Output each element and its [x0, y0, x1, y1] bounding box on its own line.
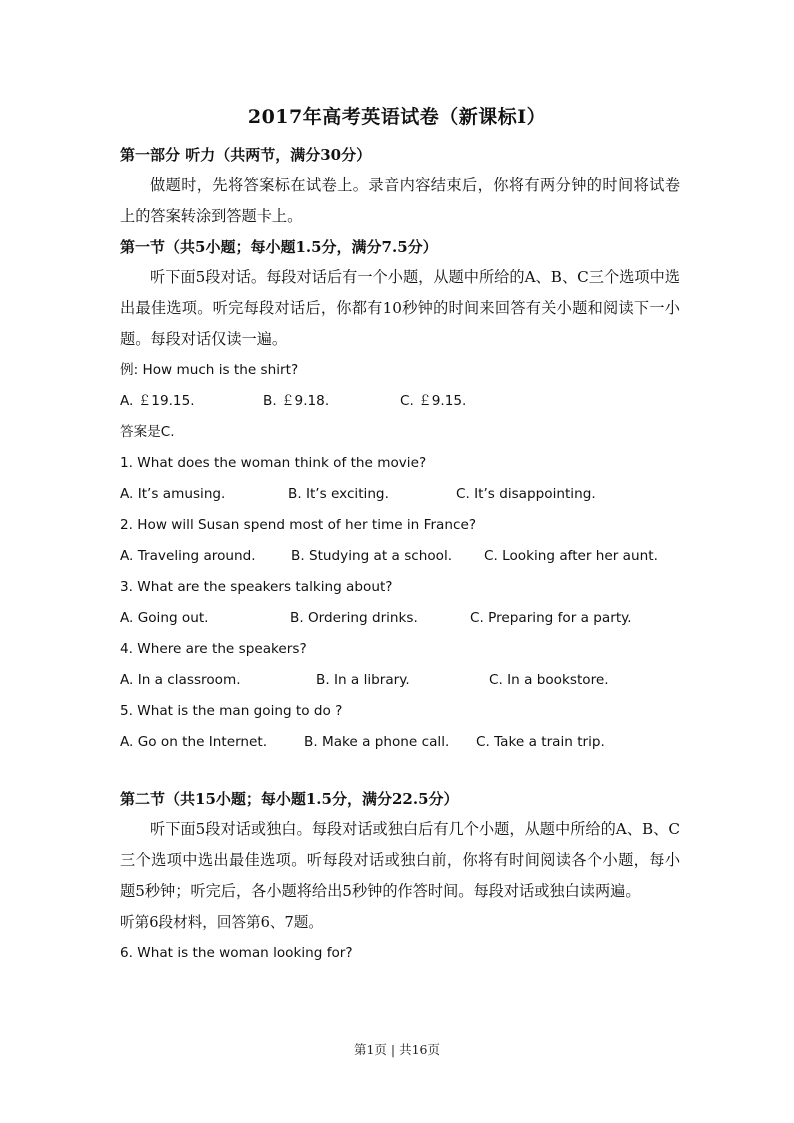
- exam-content: [120, 140, 680, 969]
- question-1-option-c: C. It’s disappointing.: [456, 486, 596, 502]
- question-3-option-b: B. Ordering drinks.: [290, 610, 418, 626]
- part1-instructions: 做题时，先将答案标在试卷上。录音内容结束后，你将有两分钟的时间将试卷上的答案转涂到答题卡上。: [120, 176, 680, 225]
- example-option-a: A. ￡19.15.: [120, 393, 195, 409]
- example-options: [120, 386, 680, 417]
- question-5-option-a: A. Go on the Internet.: [120, 734, 268, 750]
- question-1-option-a: A. It’s amusing.: [120, 486, 226, 502]
- question-4-option-c: C. In a bookstore.: [489, 672, 609, 688]
- question-1-option-b: B. It’s exciting.: [288, 486, 389, 502]
- question-5: 5. What is the man going to do ?: [120, 703, 343, 719]
- question-3-option-a: A. Going out.: [120, 610, 209, 626]
- question-4-option-a: A. In a classroom.: [120, 672, 241, 688]
- question-4: 4. Where are the speakers?: [120, 641, 307, 657]
- material-6-instruction: 听第6段材料，回答第6、7题。: [120, 914, 323, 931]
- question-2-option-a: A. Traveling around.: [120, 548, 256, 564]
- section2-heading: 第二节（共15小题；每小题1.5分，满分22.5分）: [120, 790, 459, 808]
- question-5-option-b: B. Make a phone call.: [304, 734, 450, 750]
- question-1-options: [120, 479, 680, 510]
- question-3: 3. What are the speakers talking about?: [120, 579, 393, 595]
- example-option-b: B. ￡9.18.: [263, 393, 330, 409]
- question-3-options: [120, 603, 680, 634]
- page-title: 2017年高考英语试卷（新课标I）: [247, 106, 547, 128]
- section1-heading: 第一节（共5小题；每小题1.5分，满分7.5分）: [120, 238, 438, 256]
- section1-instructions: 听下面5段对话。每段对话后有一个小题，从题中所给的A、B、C三个选项中选出最佳选项。听完每段对话后，你都有10秒钟的时间来回答有关小题和阅读下一小题。每段对话仅读一遍。: [120, 268, 680, 348]
- question-4-options: [120, 665, 680, 696]
- question-2: 2. How will Susan spend most of her time in France?: [120, 517, 477, 533]
- question-3-option-c: C. Preparing for a party.: [470, 610, 632, 626]
- question-4-option-b: B. In a library.: [316, 672, 410, 688]
- question-2-option-b: B. Studying at a school.: [291, 548, 453, 564]
- question-2-options: [120, 541, 680, 572]
- question-6: 6. What is the woman looking for?: [120, 945, 353, 961]
- question-5-option-c: C. Take a train trip.: [476, 734, 605, 750]
- part1-heading: 第一部分 听力（共两节，满分30分）: [120, 146, 372, 164]
- question-5-options: [120, 727, 680, 758]
- example-question: 例: How much is the shirt?: [120, 362, 299, 378]
- question-2-option-c: C. Looking after her aunt.: [484, 548, 658, 564]
- example-answer: 答案是C.: [120, 424, 175, 440]
- example-option-c: C. ￡9.15.: [400, 393, 467, 409]
- section2-instructions: 听下面5段对话或独白。每段对话或独白后有几个小题，从题中所给的A、B、C三个选项中选出最佳选项。听每段对话或独白前，你将有时间阅读各个小题，每小题5秒钟；听完后，各小题将给出5秒钟的作答时间。每段对话或独白读两遍。: [120, 820, 680, 900]
- question-1: 1. What does the woman think of the movie?: [120, 455, 427, 471]
- page-footer: 第1页 | 共16页: [353, 1042, 441, 1057]
